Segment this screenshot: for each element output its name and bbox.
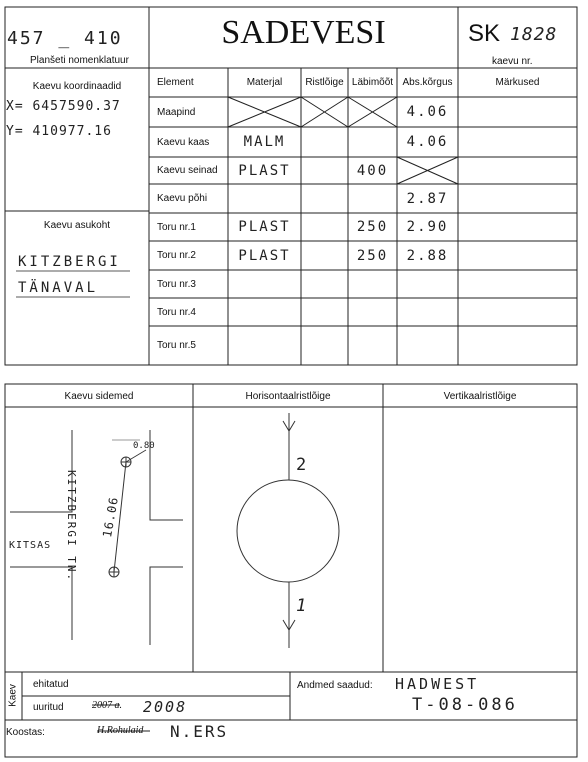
cell-material (228, 97, 301, 127)
nomenclature-label: Planšeti nomenklatuur (30, 55, 129, 66)
distance-label: 16.06 (100, 495, 122, 539)
location-line2: TÄNAVAL (18, 280, 99, 296)
cell-height: 2.90 (406, 219, 449, 235)
cell-height (397, 326, 458, 365)
compiler-struck: H.Rohulaid (97, 725, 144, 736)
cell-material: PLAST (238, 219, 291, 235)
cell-cross (301, 184, 348, 213)
horizontal-section-drawing (237, 413, 339, 648)
built-label: ehitatud (33, 679, 69, 690)
cell-material: MALM (243, 134, 286, 150)
coords-label: Kaevu koordinaadid (32, 81, 122, 92)
sketch-col2-title: Horisontaalristlõige (245, 391, 331, 402)
data-from-value1: HADWEST (395, 675, 480, 693)
cell-material (228, 326, 301, 365)
cell-height: 2.88 (406, 247, 449, 264)
page-title: SADEVESI (221, 14, 386, 51)
cell-diameter (348, 184, 397, 213)
cell-height: 4.06 (406, 104, 449, 120)
data-from-value2: T-08-086 (412, 695, 518, 715)
street-vertical-label: KITZBERGI TN. (65, 470, 78, 583)
sk-prefix: SK (468, 20, 501, 47)
cell-diameter: 250 (356, 247, 389, 264)
cell-element: Toru nr.1 (157, 221, 196, 233)
street-sketch (10, 430, 183, 645)
cell-notes (458, 298, 577, 326)
cell-diameter (348, 270, 397, 298)
cell-cross (301, 298, 348, 326)
location-label: Kaevu asukoht (43, 220, 111, 231)
cell-element: Toru nr.2 (157, 250, 196, 261)
footer-side-label: Kaev (7, 684, 19, 707)
cell-element: Toru nr.4 (157, 306, 196, 318)
surveyed-label: uuritud (33, 702, 64, 713)
cell-cross (301, 326, 348, 365)
coord-x: X= 6457590.37 (6, 99, 121, 114)
cell-diameter (348, 127, 397, 157)
pipe-out-number: 1 (296, 596, 309, 616)
well-circle (237, 480, 339, 582)
sketch-col3-title: Vertikaalristlõige (443, 391, 517, 402)
well-no-label: kaevu nr. (492, 56, 533, 67)
cell-notes (458, 270, 577, 298)
sketch-col1-title: Kaevu sidemed (64, 391, 134, 402)
cell-material (228, 270, 301, 298)
cell-height (397, 157, 458, 184)
cell-material (228, 298, 301, 326)
sk-number: 1828 (510, 24, 558, 45)
th-cross: Ristlõige (305, 77, 344, 88)
cell-element: Maapind (157, 106, 196, 118)
cell-diameter (348, 97, 397, 127)
cell-element: Kaevu kaas (157, 136, 210, 148)
location-line1: KITZBERGI (18, 254, 121, 270)
cell-height (397, 270, 458, 298)
cell-notes (458, 157, 577, 184)
compiler-value: N.ERS (170, 722, 229, 741)
cell-height: 4.06 (406, 134, 449, 150)
cell-notes (458, 97, 577, 127)
cell-cross (301, 270, 348, 298)
cell-element: Kaevu põhi (157, 193, 208, 204)
cell-cross (301, 213, 348, 241)
cell-cross (301, 97, 348, 127)
small-distance-label: 0.80 (133, 441, 155, 451)
cell-notes (458, 326, 577, 365)
cell-diameter (348, 298, 397, 326)
cell-height (397, 298, 458, 326)
coord-y: Y= 410977.16 (6, 124, 112, 139)
cell-material: PLAST (238, 162, 291, 179)
surveyed-struck: 2007 a. (92, 700, 122, 711)
cell-material: PLAST (238, 247, 291, 264)
th-element: Element (157, 77, 194, 88)
th-notes: Märkused (495, 77, 540, 88)
cell-element: Kaevu seinad (157, 165, 218, 176)
cell-diameter: 250 (356, 219, 389, 235)
street-horizontal-label: KITSAS (9, 540, 52, 551)
nomenclature-value: 457 _ 410 (7, 28, 123, 49)
data-from-label: Andmed saadud: (297, 680, 373, 691)
cell-notes (458, 241, 577, 270)
cell-element: Toru nr.5 (157, 340, 196, 351)
cell-cross (301, 157, 348, 184)
surveyed-value: 2008 (143, 698, 188, 716)
pipe-in-number: 2 (296, 455, 309, 475)
cell-notes (458, 213, 577, 241)
cell-diameter (348, 326, 397, 365)
cell-notes (458, 127, 577, 157)
cell-height: 2.87 (406, 190, 449, 207)
cell-cross (301, 241, 348, 270)
cell-notes (458, 184, 577, 213)
th-diameter: Läbimõõt (351, 77, 394, 88)
cell-diameter: 400 (356, 162, 389, 179)
cell-cross (301, 127, 348, 157)
th-height: Abs.kõrgus (402, 77, 453, 88)
cell-element: Toru nr.3 (157, 278, 196, 290)
th-material: Materjal (246, 77, 283, 88)
cell-material (228, 184, 301, 213)
compiler-label: Koostas: (6, 727, 45, 738)
